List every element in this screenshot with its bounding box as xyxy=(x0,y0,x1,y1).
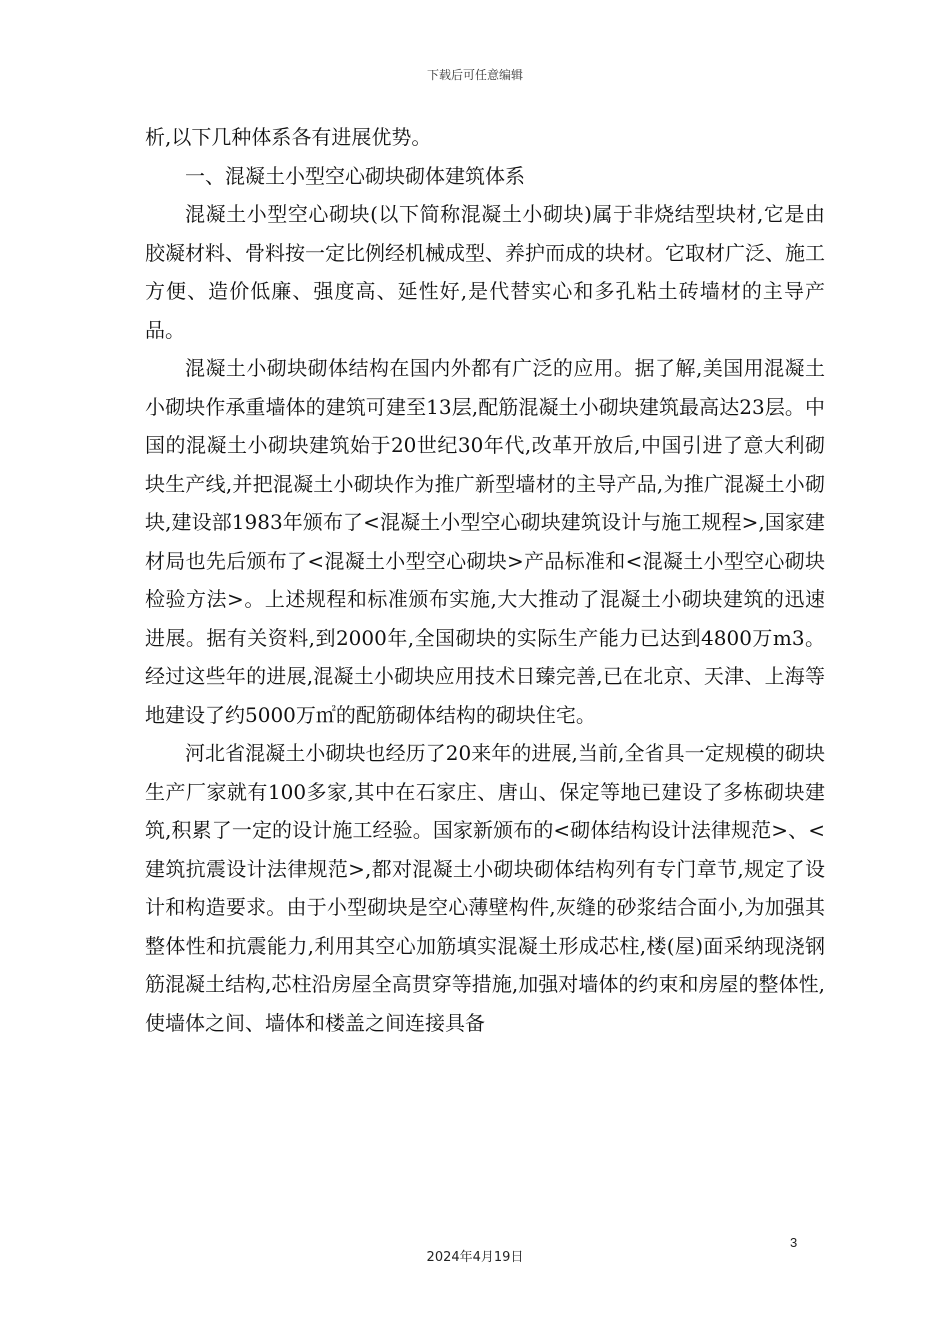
paragraph: 河北省混凝土小砌块也经历了20来年的进展,当前,全省具一定规模的砌块生产厂家就有100多家,其中在石家庄、唐山、保定等地已建设了多栋砌块建筑,积累了一定的设计施工经验。国家新颁布的<砌体结构设计法律规范>、<建筑抗震设计法律规范>,都对混凝土小砌块砌体结构列有专门章节,规定了设计和构造要求。由于小型砌块是空心薄壁构件,灰缝的砂浆结合面小,为加强其整体性和抗震能力,利用其空心加筋填实混凝土形成芯柱,楼(屋)面采纳现浇钢筋混凝土结构,芯柱沿房屋全高贯穿等措施,加强对墙体的约束和房屋的整体性,使墙体之间、墙体和楼盖之间连接具备 xyxy=(145,741,825,1035)
paragraph: 混凝土小砌块砌体结构在国内外都有广泛的应用。据了解,美国用混凝土小砌块作承重墙体的建筑可建至13层,配筋混凝土小砌块建筑最高达23层。中国的混凝土小砌块建筑始于20世纪30年代,改革开放后,中国引进了意大利砌块生产线,并把混凝土小砌块作为推广新型墙材的主导产品,为推广混凝土小砌块,建设部1983年颁布了<混凝土小型空心砌块建筑设计与施工规程>,国家建材局也先后颁布了<混凝土小型空心砌块>产品标准和<混凝土小型空心砌块检验方法>。上述规程和标准颁布实施,大大推动了混凝土小砌块建筑的迅速进展。据有关资料,到2000年,全国砌块的实际生产能力已达到4800万m3。经过这些年的进展,混凝土小砌块应用技术日臻完善,已在北京、天津、上海等地建设了约5000万㎡的配筋砌体结构的砌块住宅。 xyxy=(145,356,825,727)
document-body xyxy=(145,118,825,1042)
page-number: 3 xyxy=(790,1235,798,1250)
footer-date: 2024年4月19日 xyxy=(426,1250,524,1265)
paragraph-continuation: 析,以下几种体系各有进展优势。 xyxy=(145,125,432,149)
page-header: 下载后可任意编辑 xyxy=(426,68,523,82)
section-heading: 一、混凝土小型空心砌块砌体建筑体系 xyxy=(185,163,525,188)
paragraph: 混凝土小型空心砌块(以下简称混凝土小砌块)属于非烧结型块材,它是由胶凝材料、骨料按一定比例经机械成型、养护而成的块材。它取材广泛、施工方便、造价低廉、强度高、延性好,是代替实心和多孔粘土砖墙材的主导产品。 xyxy=(145,202,825,342)
